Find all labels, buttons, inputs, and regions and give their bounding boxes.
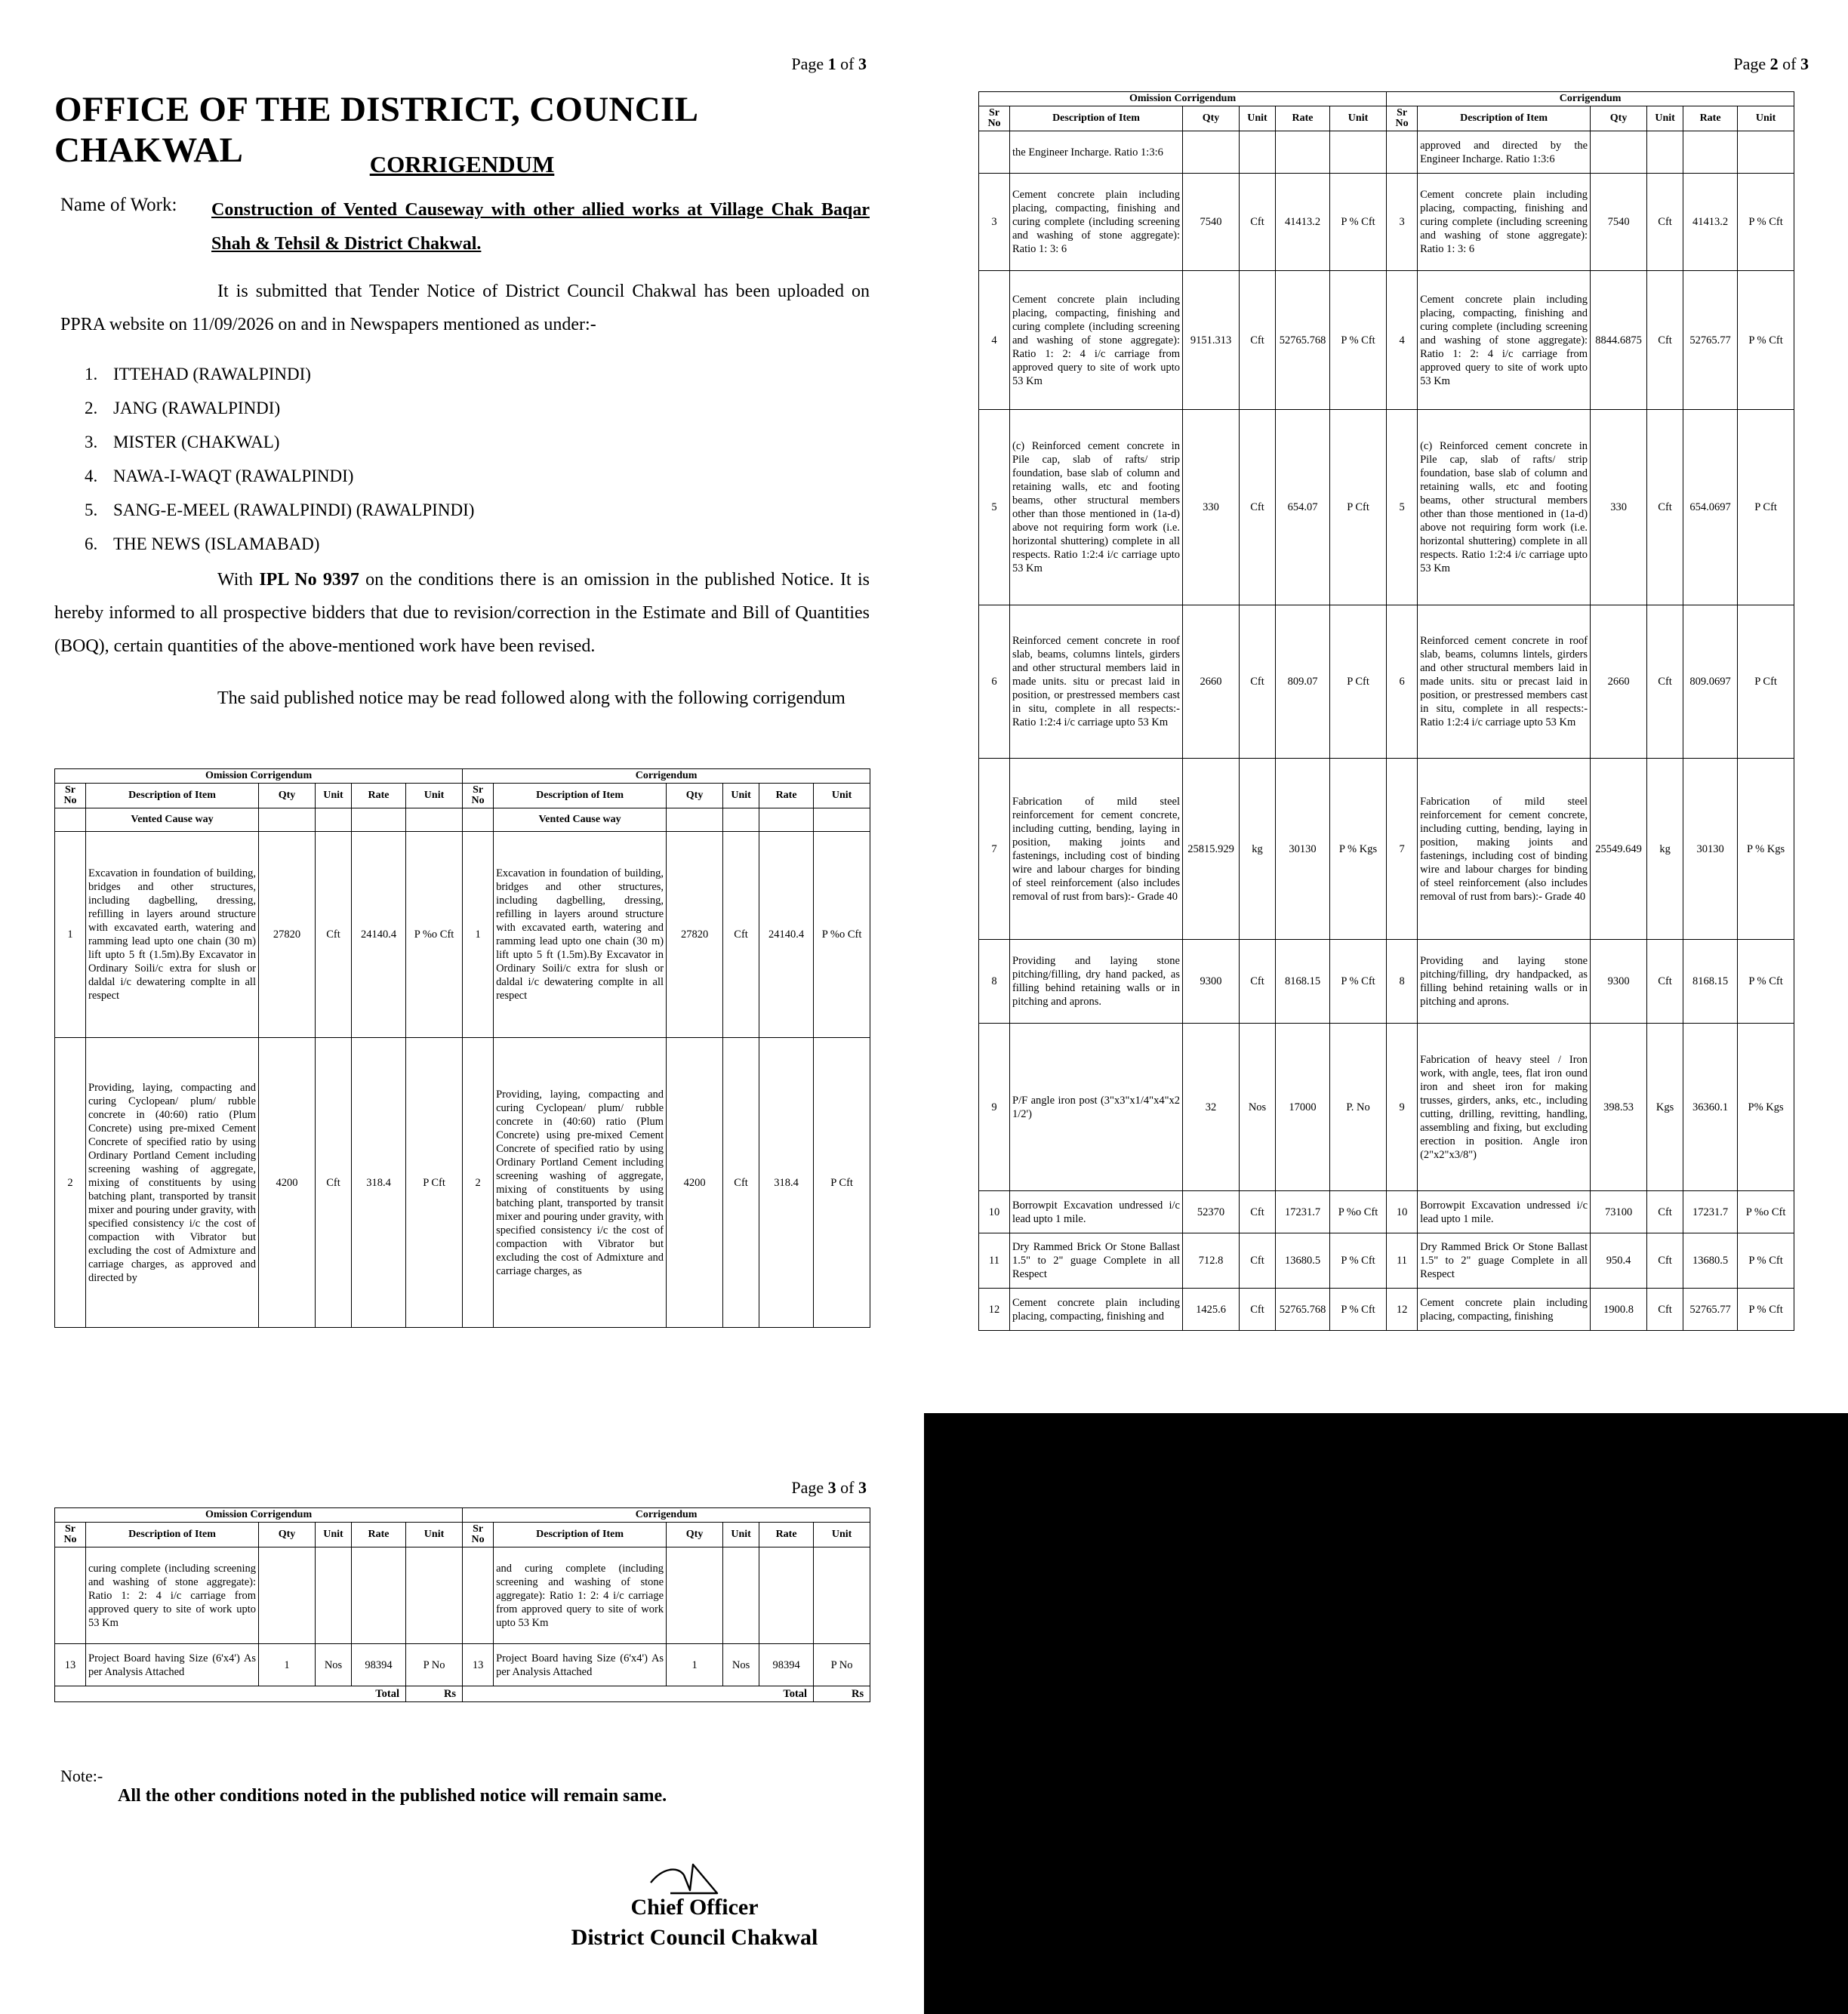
sr-no: 9: [979, 1024, 1010, 1191]
rate: 17231.7: [1683, 1191, 1738, 1233]
quantity: 1: [259, 1644, 316, 1686]
empty-cell: [814, 808, 870, 832]
item-description: Cement concrete plain including placing, compacting, finishing and curing complete (including screening and washing of stone aggregate): Ratio 1: 3: 6: [1010, 174, 1183, 271]
empty-cell: [667, 808, 723, 832]
sr-no: 13: [55, 1644, 86, 1686]
item-description: Cement concrete plain including placing, compacting, finishing: [1418, 1289, 1591, 1331]
table-row: [55, 832, 870, 1038]
sr-no: 1: [55, 832, 86, 1038]
column-header: Sr No: [55, 784, 86, 808]
sr-no: 12: [1387, 1289, 1418, 1331]
column-header: Unit: [1330, 106, 1387, 131]
rate: 318.4: [352, 1038, 406, 1328]
unit: Nos: [723, 1644, 759, 1686]
item-description: P/F angle iron post (3"x3"x1/4"x4"x2 1/2'): [1010, 1024, 1183, 1191]
unit: kg: [1240, 759, 1276, 940]
column-header: Qty: [259, 1523, 316, 1547]
newspaper-item: [85, 531, 474, 565]
table-row: [979, 1191, 1794, 1233]
sr-no: 4: [1387, 271, 1418, 410]
ipl-paragraph: With IPL No 9397 on the conditions there is an omission in the published Notice. It is hereby informed to all prospective bidders that due to revision/correction in the Estimate and Bill of Quantities (BOQ), certain quantities of the above-mentioned work have been revised.: [54, 570, 870, 656]
item-description: Providing, laying, compacting and curing Cyclopean/ plum/ rubble concrete in (40:60) ratio (Plum Concrete) using pre-mixed Cement Concrete of specified ratio by using Ordinary Portland Cement including screening washing of aggregate, mixing of constituents by using batching plant, transported by transit mixer and pouring under gravity, with specified consistency i/c the cost of compaction with Vibrator but excluding the cost of Admixture and carriage charges, as: [494, 1038, 667, 1328]
rate-unit: P % Cft: [1738, 940, 1794, 1024]
column-header: Description of Item: [494, 784, 667, 808]
table-row: [55, 1644, 870, 1686]
quantity: 25815.929: [1183, 759, 1240, 940]
rate-unit: P Cft: [406, 1038, 463, 1328]
quantity: 73100: [1591, 1191, 1647, 1233]
unit: Cft: [723, 832, 759, 1038]
boq-table-page-2: [978, 91, 1794, 1331]
column-header: Unit: [814, 1523, 870, 1547]
column-header: Unit: [1240, 106, 1276, 131]
item-description: (c) Reinforced cement concrete in Pile cap, slab of rafts/ strip foundation, base slab of column and retaining walls, etc and footing beams, other structural members other than those mentioned in (1a-d) above not requiring form work (i.e. horizontal shuttering) complete in all respects. Ratio 1:2:4 i/c carriage upto 53 Km: [1010, 410, 1183, 605]
rate: 24140.4: [352, 832, 406, 1038]
empty-cell: [352, 808, 406, 832]
unit: Cft: [1647, 271, 1683, 410]
boq-table-page-3: [54, 1507, 870, 1702]
quantity: 9300: [1591, 940, 1647, 1024]
unit: Cft: [1240, 1233, 1276, 1289]
quantity: [1591, 131, 1647, 174]
boq-table-page-1: [54, 768, 870, 1328]
rate: 52765.77: [1683, 1289, 1738, 1331]
item-description: Cement concrete plain including placing, compacting, finishing and: [1010, 1289, 1183, 1331]
page-1: [0, 0, 924, 1413]
rate: 654.0697: [1683, 410, 1738, 605]
group-header-omission: Omission Corrigendum: [979, 92, 1387, 106]
rate: 13680.5: [1276, 1233, 1330, 1289]
sr-no: 9: [1387, 1024, 1418, 1191]
sr-no: 10: [979, 1191, 1010, 1233]
sr-no: 10: [1387, 1191, 1418, 1233]
table-row: [979, 410, 1794, 605]
unit: Nos: [1240, 1024, 1276, 1191]
quantity: 25549.649: [1591, 759, 1647, 940]
rate: [1276, 131, 1330, 174]
sr-no: 8: [1387, 940, 1418, 1024]
column-header: Qty: [1591, 106, 1647, 131]
sr-no: 6: [979, 605, 1010, 759]
column-header: Qty: [667, 784, 723, 808]
rate-unit: [406, 1547, 463, 1644]
rate: [352, 1547, 406, 1644]
unit: Cft: [1240, 605, 1276, 759]
item-description: Excavation in foundation of building, bridges and other structures, including dagbelling, dressing, refilling in layers around structure with excavated earth, watering and ramming lead upto one chain (30 m) lift upto 5 ft (1.5m).By Excavator in Ordinary Soili/c extra for slush or daldal i/c dewatering complte in all respect: [494, 832, 667, 1038]
rate-unit: P No: [406, 1644, 463, 1686]
name-of-work: Construction of Vented Causeway with other allied works at Village Chak Baqar Shah & Tehsil & District Chakwal.: [211, 200, 870, 254]
column-header: Qty: [667, 1523, 723, 1547]
column-header: Unit: [723, 784, 759, 808]
quantity: 1425.6: [1183, 1289, 1240, 1331]
column-header: Sr No: [55, 1523, 86, 1547]
sr-no: 5: [1387, 410, 1418, 605]
rate-unit: P % Kgs: [1738, 759, 1794, 940]
unit: Cft: [316, 1038, 352, 1328]
newspaper-number: 6.: [85, 534, 98, 553]
column-header: Unit: [316, 1523, 352, 1547]
rate: 17000: [1276, 1024, 1330, 1191]
group-header-omission: Omission Corrigendum: [55, 1508, 463, 1523]
rate: 52765.77: [1683, 271, 1738, 410]
quantity: 7540: [1183, 174, 1240, 271]
signatory-title: Chief Officer: [630, 1895, 759, 1920]
table-row: [979, 605, 1794, 759]
group-header-corrigendum: Corrigendum: [463, 769, 870, 784]
quantity: 1: [667, 1644, 723, 1686]
quantity: 52370: [1183, 1191, 1240, 1233]
newspaper-name: SANG-E-MEEL (RAWALPINDI) (RAWALPINDI): [113, 500, 475, 519]
sr-no: 2: [463, 1038, 494, 1328]
unit: Cft: [1647, 1233, 1683, 1289]
rate-unit: P % Cft: [1330, 174, 1387, 271]
quantity: 1900.8: [1591, 1289, 1647, 1331]
newspaper-name: NAWA-I-WAQT (RAWALPINDI): [113, 467, 354, 485]
quantity: 950.4: [1591, 1233, 1647, 1289]
unit: Cft: [723, 1038, 759, 1328]
unit: Cft: [1240, 410, 1276, 605]
unit: Cft: [1647, 410, 1683, 605]
rate: [759, 1547, 814, 1644]
unit: Cft: [316, 832, 352, 1038]
quantity: 330: [1591, 410, 1647, 605]
rate-unit: P %o Cft: [406, 832, 463, 1038]
item-description: Borrowpit Excavation undressed i/c lead upto 1 mile.: [1418, 1191, 1591, 1233]
quantity: 32: [1183, 1024, 1240, 1191]
rate-unit: P % Cft: [1330, 1233, 1387, 1289]
empty-cell: [406, 808, 463, 832]
sr-no: 13: [463, 1644, 494, 1686]
item-description: approved and directed by the Engineer Incharge. Ratio 1:3:6: [1418, 131, 1591, 174]
item-description: Reinforced cement concrete in roof slab, beams, columns lintels, girders and other structural members laid in made units. situ or precast laid in position, or prestressed members cast in situ, complete in all respects:- Ratio 1:2:4 i/c carriage upto 53 Km: [1418, 605, 1591, 759]
unit: Kgs: [1647, 1024, 1683, 1191]
item-description: Project Board having Size (6'x4') As per Analysis Attached: [494, 1644, 667, 1686]
column-header: Qty: [1183, 106, 1240, 131]
unit: Cft: [1240, 1191, 1276, 1233]
unit: Cft: [1240, 174, 1276, 271]
rate: 809.0697: [1683, 605, 1738, 759]
quantity: 2660: [1183, 605, 1240, 759]
page-number: Page 3 of 3: [791, 1478, 867, 1497]
quantity: 8844.6875: [1591, 271, 1647, 410]
quantity: 4200: [667, 1038, 723, 1328]
newspaper-name: JANG (RAWALPINDI): [113, 399, 281, 417]
rate-unit: P Cft: [1330, 410, 1387, 605]
rate: 41413.2: [1276, 174, 1330, 271]
quantity: 27820: [259, 832, 316, 1038]
quantity: 7540: [1591, 174, 1647, 271]
newspaper-list: [85, 361, 474, 565]
rate: 809.07: [1276, 605, 1330, 759]
newspaper-name: ITTEHAD (RAWALPINDI): [113, 365, 311, 383]
sr-no: 4: [979, 271, 1010, 410]
rate-unit: P % Cft: [1738, 271, 1794, 410]
item-description: Reinforced cement concrete in roof slab, beams, columns lintels, girders and other structural members laid in made units. situ or precast laid in position, or prestressed members cast in situ, complete in all respects:- Ratio 1:2:4 i/c carriage upto 53 Km: [1010, 605, 1183, 759]
item-description: and curing complete (including screening and washing of stone aggregate): Ratio 1: 2: 4 i/c carriage from approved query to site of work upto 53 Km: [494, 1547, 667, 1644]
column-header: Rate: [759, 784, 814, 808]
column-header: Description of Item: [494, 1523, 667, 1547]
item-description: Project Board having Size (6'x4') As per Analysis Attached: [86, 1644, 259, 1686]
rate-unit: P Cft: [1330, 605, 1387, 759]
column-header: Unit: [316, 784, 352, 808]
empty-cell: [759, 808, 814, 832]
rate: 52765.768: [1276, 1289, 1330, 1331]
newspaper-name: MISTER (CHAKWAL): [113, 433, 280, 451]
empty-cell: [259, 808, 316, 832]
unit: Cft: [1240, 1289, 1276, 1331]
column-header: Rate: [1276, 106, 1330, 131]
sr-no: [55, 1547, 86, 1644]
signatory-office: District Council Chakwal: [571, 1925, 818, 1950]
item-description: Providing, laying, compacting and curing Cyclopean/ plum/ rubble concrete in (40:60) ratio (Plum Concrete) using pre-mixed Cement Concrete of specified ratio by using Ordinary Portland Cement including screening washing of aggregate, mixing of constituents by using batching plant, transported by transit mixer and pouring under gravity, with specified consistency i/c the cost of compaction with Vibrator but excluding the cost of Admixture and carriage charges, as approved and directed by: [86, 1038, 259, 1328]
rate-unit: [1738, 131, 1794, 174]
column-header: Qty: [259, 784, 316, 808]
rate-unit: P %o Cft: [1330, 1191, 1387, 1233]
column-header: Sr No: [463, 1523, 494, 1547]
section-cell: [463, 808, 494, 832]
read-paragraph: The said published notice may be read followed along with the following corrigendum: [217, 688, 845, 708]
unit: Cft: [1647, 940, 1683, 1024]
rate: 654.07: [1276, 410, 1330, 605]
quantity: 330: [1183, 410, 1240, 605]
rate: 30130: [1683, 759, 1738, 940]
rate-unit: P %o Cft: [814, 832, 870, 1038]
quantity: 9300: [1183, 940, 1240, 1024]
page-3: [0, 1413, 924, 2014]
column-header: Description of Item: [1010, 106, 1183, 131]
column-header: Unit: [1647, 106, 1683, 131]
total-label: Total: [55, 1686, 406, 1702]
unit: kg: [1647, 759, 1683, 940]
total-unit: Rs: [406, 1686, 463, 1702]
group-header-corrigendum: Corrigendum: [463, 1508, 870, 1523]
sr-no: 11: [1387, 1233, 1418, 1289]
table-row: [979, 759, 1794, 940]
sr-no: 5: [979, 410, 1010, 605]
sr-no: 7: [1387, 759, 1418, 940]
rate: [1683, 131, 1738, 174]
rate: 98394: [759, 1644, 814, 1686]
newspaper-item: [85, 463, 474, 497]
empty-cell: [316, 808, 352, 832]
rate: 30130: [1276, 759, 1330, 940]
item-description: the Engineer Incharge. Ratio 1:3:6: [1010, 131, 1183, 174]
item-description: Dry Rammed Brick Or Stone Ballast 1.5" to 2" guage Complete in all Respect: [1010, 1233, 1183, 1289]
newspaper-item: [85, 395, 474, 429]
item-description: Providing and laying stone pitching/filling, dry handpacked, as filling behind retaining walls or in pitching and aprons.: [1418, 940, 1591, 1024]
table-row: [979, 940, 1794, 1024]
group-header-corrigendum: Corrigendum: [1387, 92, 1794, 106]
unit: Cft: [1647, 174, 1683, 271]
rate-unit: [814, 1547, 870, 1644]
item-description: Dry Rammed Brick Or Stone Ballast 1.5" to 2" guage Complete in all Respect: [1418, 1233, 1591, 1289]
sr-no: [979, 131, 1010, 174]
item-description: Cement concrete plain including placing, compacting, finishing and curing complete (including screening and washing of stone aggregate): Ratio 1: 2: 4 i/c carriage from approved query to site of work upto 53 Km: [1010, 271, 1183, 410]
table-row: [979, 1289, 1794, 1331]
table-row: [979, 1233, 1794, 1289]
section-label: Vented Cause way: [494, 808, 667, 832]
quantity: 9151.313: [1183, 271, 1240, 410]
item-description: Excavation in foundation of building, bridges and other structures, including dagbelling, dressing, refilling in layers around structure with excavated earth, watering and ramming lead upto one chain (30 m) lift upto 5 ft (1.5m).By Excavator in Ordinary Soili/c extra for slush or daldal i/c dewatering complte in all respect: [86, 832, 259, 1038]
intro-paragraph: It is submitted that Tender Notice of District Council Chakwal has been uploaded on PPRA website on 11/09/2026 on and in Newspapers mentioned as under:-: [60, 282, 870, 334]
item-description: curing complete (including screening and washing of stone aggregate): Ratio 1: 2: 4 i/c carriage from approved query to site of work upto 53 Km: [86, 1547, 259, 1644]
table-row: [979, 131, 1794, 174]
newspaper-number: 5.: [85, 500, 98, 519]
sr-no: 6: [1387, 605, 1418, 759]
quantity: [259, 1547, 316, 1644]
quantity: 4200: [259, 1038, 316, 1328]
newspaper-number: 3.: [85, 433, 98, 451]
unit: [1647, 131, 1683, 174]
page-number: Page 2 of 3: [1733, 54, 1809, 73]
total-label: Total: [463, 1686, 814, 1702]
rate: 13680.5: [1683, 1233, 1738, 1289]
newspaper-number: 1.: [85, 365, 98, 383]
table-row: [979, 174, 1794, 271]
item-description: Fabrication of heavy steel / Iron work, with angle, tees, flat iron ound iron and sheet iron for making trusses, girders, anks, etc., including cutting, drilling, revitting, handling, assembling and fixing, but excluding erection in position. Angle iron (2"x2"x3/8"): [1418, 1024, 1591, 1191]
section-cell: [55, 808, 86, 832]
name-of-work-label: Name of Work:: [60, 195, 177, 215]
item-description: Providing and laying stone pitching/filling, dry hand packed, as filling behind retaining walls or in pitching and aprons.: [1010, 940, 1183, 1024]
newspaper-name: THE NEWS (ISLAMABAD): [113, 534, 320, 553]
column-header: Unit: [814, 784, 870, 808]
table-row: [979, 271, 1794, 410]
quantity: 27820: [667, 832, 723, 1038]
table-row: [979, 1024, 1794, 1191]
item-description: (c) Reinforced cement concrete in Pile cap, slab of rafts/ strip foundation, base slab of column and retaining walls, etc and footing beams, other structural members other than those mentioned in (1a-d) above not requiring form work (i.e. horizontal shuttering) complete in all respects. Ratio 1:2:4 i/c carriage upto 53 Km: [1418, 410, 1591, 605]
page-number: Page 1 of 3: [791, 54, 867, 73]
sr-no: 11: [979, 1233, 1010, 1289]
page-2: [924, 0, 1848, 1413]
rate: 24140.4: [759, 832, 814, 1038]
rate: 98394: [352, 1644, 406, 1686]
sr-no: 8: [979, 940, 1010, 1024]
sr-no: 1: [463, 832, 494, 1038]
section-label: Vented Cause way: [86, 808, 259, 832]
quantity: [1183, 131, 1240, 174]
column-header: Sr No: [1387, 106, 1418, 131]
rate-unit: P % Cft: [1330, 1289, 1387, 1331]
column-header: Unit: [723, 1523, 759, 1547]
rate-unit: P% Kgs: [1738, 1024, 1794, 1191]
newspaper-number: 4.: [85, 467, 98, 485]
column-header: Unit: [1738, 106, 1794, 131]
column-header: Sr No: [979, 106, 1010, 131]
rate-unit: P % Cft: [1738, 1233, 1794, 1289]
group-header-omission: Omission Corrigendum: [55, 769, 463, 784]
rate: 41413.2: [1683, 174, 1738, 271]
column-header: Description of Item: [86, 1523, 259, 1547]
quantity: [667, 1547, 723, 1644]
rate-unit: P Cft: [1738, 605, 1794, 759]
sr-no: 3: [1387, 174, 1418, 271]
table-row: [55, 1038, 870, 1328]
column-header: Rate: [352, 784, 406, 808]
column-header: Rate: [759, 1523, 814, 1547]
item-description: Cement concrete plain including placing, compacting, finishing and curing complete (including screening and washing of stone aggregate): Ratio 1: 3: 6: [1418, 174, 1591, 271]
item-description: Fabrication of mild steel reinforcement for cement concrete, including cutting, bending, laying in position, making joints and fastenings, including cost of binding wire and labour charges for binding of steel reinforcement (also includes removal of rust from bars):- Grade 40: [1418, 759, 1591, 940]
empty-cell: [723, 808, 759, 832]
rate-unit: P %o Cft: [1738, 1191, 1794, 1233]
sr-no: [463, 1547, 494, 1644]
note-label: Note:-: [60, 1766, 103, 1785]
unit: Cft: [1647, 1191, 1683, 1233]
sr-no: 3: [979, 174, 1010, 271]
rate-unit: [1330, 131, 1387, 174]
column-header: Description of Item: [86, 784, 259, 808]
unit: Cft: [1647, 1289, 1683, 1331]
unit: [723, 1547, 759, 1644]
column-header: Rate: [352, 1523, 406, 1547]
unit: Cft: [1240, 940, 1276, 1024]
column-header: Unit: [406, 784, 463, 808]
rate: 17231.7: [1276, 1191, 1330, 1233]
newspaper-number: 2.: [85, 399, 98, 417]
unit: Cft: [1240, 271, 1276, 410]
item-description: Borrowpit Excavation undressed i/c lead upto 1 mile.: [1010, 1191, 1183, 1233]
sr-no: [1387, 131, 1418, 174]
blank-area: [924, 1413, 1848, 2014]
rate-unit: P % Kgs: [1330, 759, 1387, 940]
quantity: 2660: [1591, 605, 1647, 759]
office-title: OFFICE OF THE DISTRICT, COUNCIL CHAKWAL: [54, 90, 697, 170]
rate: 8168.15: [1276, 940, 1330, 1024]
item-description: Cement concrete plain including placing, compacting, finishing and curing complete (including screening and washing of stone aggregate): Ratio 1: 2: 4 i/c carriage from approved query to site of work upto 53 Km: [1418, 271, 1591, 410]
rate-unit: P % Cft: [1738, 174, 1794, 271]
rate: 36360.1: [1683, 1024, 1738, 1191]
unit: Cft: [1647, 605, 1683, 759]
rate: 52765.768: [1276, 271, 1330, 410]
column-header: Unit: [406, 1523, 463, 1547]
rate-unit: P % Cft: [1738, 1289, 1794, 1331]
total-unit: Rs: [814, 1686, 870, 1702]
rate-unit: P % Cft: [1330, 271, 1387, 410]
newspaper-item: [85, 429, 474, 463]
table-row: [55, 1547, 870, 1644]
rate-unit: P Cft: [1738, 410, 1794, 605]
column-header: Description of Item: [1418, 106, 1591, 131]
unit: [1240, 131, 1276, 174]
column-header: Rate: [1683, 106, 1738, 131]
sr-no: 12: [979, 1289, 1010, 1331]
rate-unit: P No: [814, 1644, 870, 1686]
column-header: Sr No: [463, 784, 494, 808]
sr-no: 7: [979, 759, 1010, 940]
quantity: 398.53: [1591, 1024, 1647, 1191]
quantity: 712.8: [1183, 1233, 1240, 1289]
note-text: All the other conditions noted in the published notice will remain same.: [118, 1786, 667, 1806]
item-description: Fabrication of mild steel reinforcement for cement concrete, including cutting, bending, laying in position, making joints and fastenings, including cost of binding wire and labour charges for binding of steel reinforcement (also includes removal of rust from bars):- Grade 40: [1010, 759, 1183, 940]
newspaper-item: [85, 497, 474, 531]
rate-unit: P Cft: [814, 1038, 870, 1328]
rate: 318.4: [759, 1038, 814, 1328]
newspaper-item: [85, 361, 474, 395]
corrigendum-title: CORRIGENDUM: [369, 151, 555, 177]
rate-unit: P. No: [1330, 1024, 1387, 1191]
sr-no: 2: [55, 1038, 86, 1328]
unit: Nos: [316, 1644, 352, 1686]
unit: [316, 1547, 352, 1644]
rate-unit: P % Cft: [1330, 940, 1387, 1024]
rate: 8168.15: [1683, 940, 1738, 1024]
